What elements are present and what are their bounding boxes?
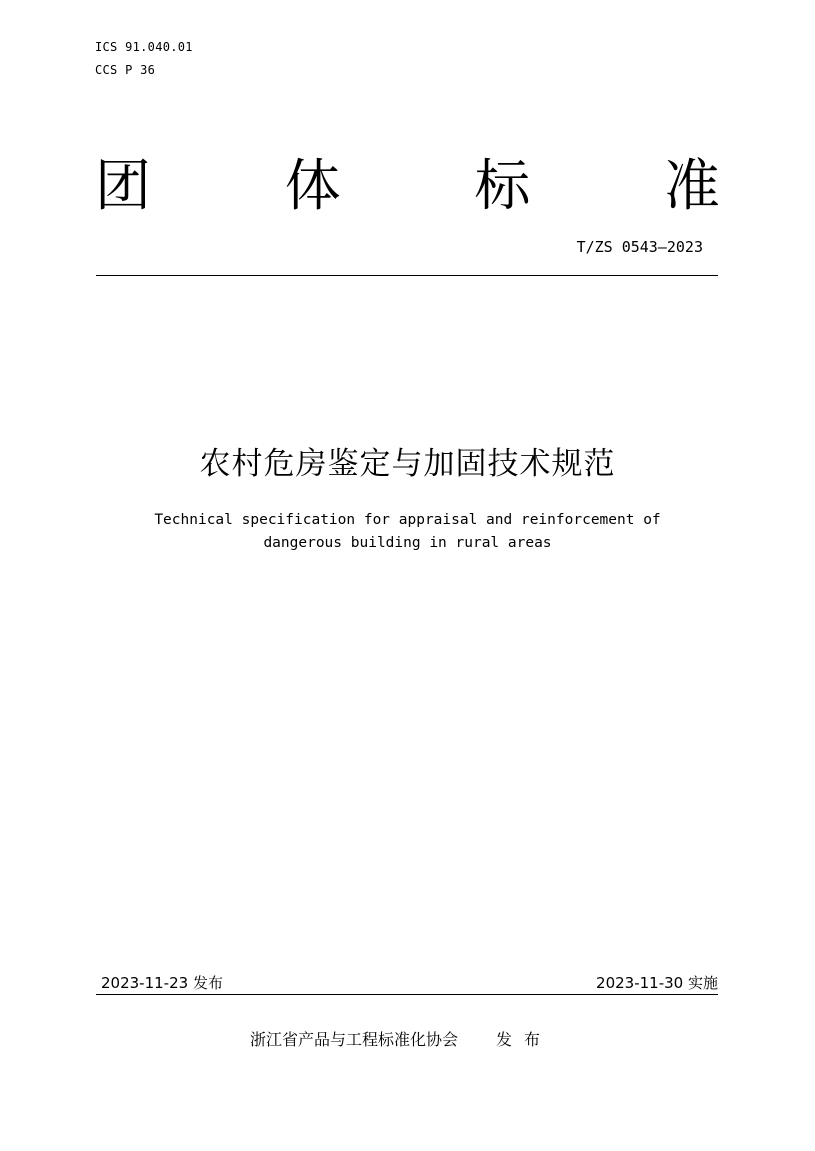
english-title-line-2: dangerous building in rural areas: [263, 535, 552, 551]
english-title-line-1: Technical specification for appraisal and reinforcement of: [154, 512, 661, 528]
date-row: [101, 972, 718, 994]
heading-char-4: 准: [663, 154, 720, 219]
heading-char-3: 标: [474, 154, 531, 219]
heading-char-1: 团: [95, 154, 151, 219]
standard-number: T/ZS 0543—2023: [576, 238, 703, 256]
implementation-date: 2023-11-30 实施: [596, 974, 718, 992]
publisher-name: 浙江省产品与工程标准化协会: [250, 1030, 459, 1049]
english-title: [60, 509, 755, 555]
publisher-line: [250, 1027, 552, 1050]
ccs-code: CCS P 36: [95, 63, 156, 77]
chinese-title: 农村危房鉴定与加固技术规范: [199, 446, 616, 482]
bottom-divider: [96, 994, 718, 995]
heading-char-2: 体: [284, 154, 341, 219]
document-type-heading: [95, 152, 720, 222]
ics-code: ICS 91.040.01: [95, 40, 193, 54]
top-divider: [96, 275, 718, 276]
publisher-verb: 发布: [496, 1030, 553, 1049]
issue-date: 2023-11-23 发布: [101, 974, 223, 992]
